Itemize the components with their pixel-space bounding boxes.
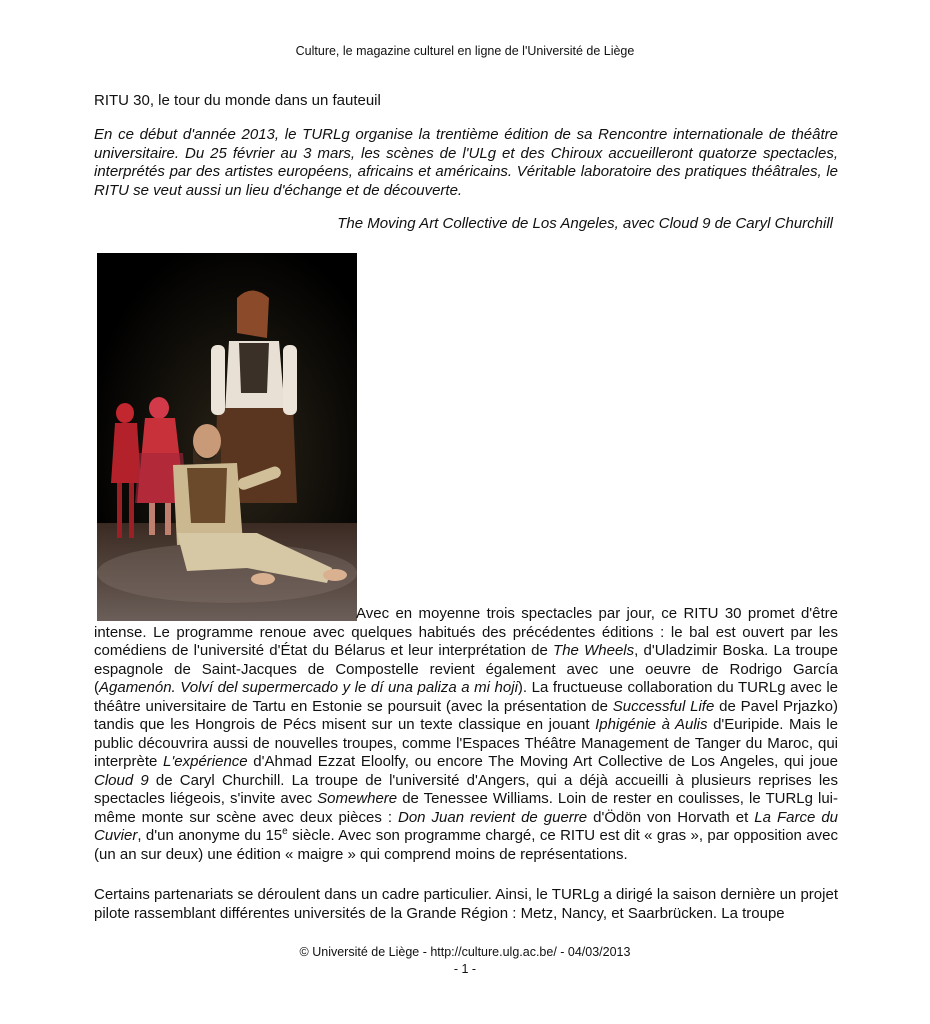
p1-title-iphigenie: Iphigénie à Aulis [595, 716, 708, 733]
footer-copyright: © Université de Liège - http://culture.ulg.ac.be/ - 04/03/2013 [299, 945, 631, 959]
p1-text-e: d'Euripide. Mais le public découvrira aussi de nouvelles troupes, comme l'Espaces Théâtre Management de Tanger du Maroc, qui interprète [94, 716, 838, 770]
article-paragraph-2: Certains partenariats se déroulent dans un cadre particulier. Ainsi, le TURLg a dirigé la saison dernière un projet pilote rassemblant différentes universités de la Grande Région : Metz, Nancy, et Saarbrücken. La troupe [94, 886, 838, 922]
running-header: Culture, le magazine culturel en ligne de l'Université de Liège [295, 44, 635, 58]
p1-superscript: e [282, 826, 288, 837]
p1-text-g: de Caryl Churchill. La troupe de l'université d'Angers, qui a déjà accueilli à plusieurs reprises les spectacles liégeois, s'invite avec [94, 771, 838, 807]
p1-title-experience: L'expérience [163, 753, 248, 770]
p1-text-b: , d'Uladzimir Boska. La troupe espagnole de Saint-Jacques de Compostelle revient également avec une oeuvre de Rodrigo García ( [94, 642, 838, 696]
article-paragraph-1 [94, 605, 838, 864]
page-footer [0, 944, 930, 978]
p1-title-agamenon: Agamenón. Volví del supermercado y le dí una paliza a mi hoji [99, 679, 518, 696]
p1-title-somewhere: Somewhere [317, 790, 398, 807]
photo-caption: The Moving Art Collective de Los Angeles, avec Cloud 9 de Caryl Churchill [337, 215, 833, 232]
p1-text-h: de Tenessee Williams. Loin de rester en coulisses, le TURLg lui-même monte sur scène avec deux pièces : [94, 790, 838, 826]
p1-title-don-juan: Don Juan revient de guerre [398, 808, 588, 826]
p1-text-c: ). La fructueuse collaboration du TURLg avec le théâtre universitaire de Tartu en Estonie se poursuit (avec la présentation de [94, 679, 838, 715]
image-float-spacer [94, 617, 356, 618]
page-number: - 1 - [453, 962, 477, 976]
p1-text-k: siècle. Avec son programme chargé, ce RITU est dit « gras », par opposition avec (un an sur deux) une édition « maigre » qui comprend moins de représentations. [94, 827, 838, 863]
p1-title-successful-life: Successful Life [612, 697, 715, 715]
p1-title-the-wheels: The Wheels [553, 642, 635, 659]
p1-title-cloud-9: Cloud 9 [94, 771, 149, 789]
article-intro: En ce début d'année 2013, le TURLg organise la trentième édition de sa Rencontre internationale de théâtre universitaire. Du 25 février au 3 mars, les scènes de l'ULg et des Chiroux accueilleront quatorze spectacles, interprétés par des artistes européens, africains et américains. Véritable laboratoire des pratiques théâtrales, le RITU se veut aussi un lieu d'échange et de découverte. [94, 126, 838, 199]
theatre-photo [97, 253, 357, 621]
p1-text-a: Avec en moyenne trois spectacles par jour, ce RITU 30 promet d'être intense. Le programme renoue avec quelques habitués des précédentes éditions : le bal est ouvert par les comédiens de l'université d'État du Bélarus et leur interprétation de [94, 605, 838, 659]
p1-text-j: , d'un anonyme du 15 [137, 827, 283, 844]
p1-text-i: d'Ödön von Horvath et [587, 808, 755, 826]
p1-title-farce-du-cuvier: La Farce du Cuvier [94, 808, 839, 844]
p1-text-f: d'Ahmad Ezzat Eloolfy, ou encore The Moving Art Collective de Los Angeles, qui joue [247, 753, 838, 770]
p1-text-d: de Pavel Prjazko) tandis que les Hongrois de Pécs misent sur un texte classique en jouant [94, 697, 838, 733]
theatre-photo-illustration [97, 253, 357, 621]
article-title: RITU 30, le tour du monde dans un fauteuil [94, 92, 381, 109]
